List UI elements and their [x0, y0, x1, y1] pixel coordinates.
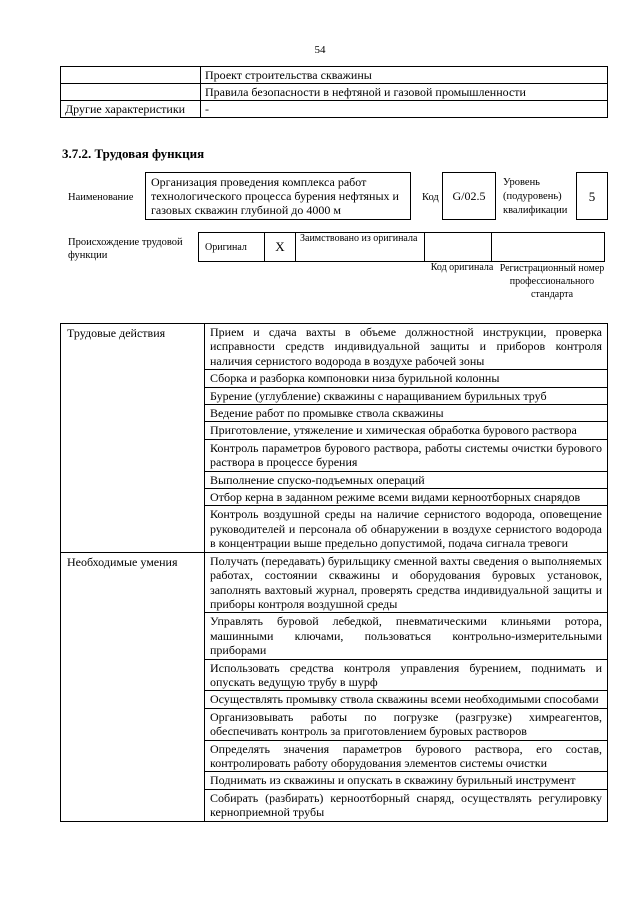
page-number: 54 [314, 44, 326, 56]
table-row [61, 324, 608, 370]
origin-table [198, 232, 605, 262]
row-label [61, 67, 201, 84]
list-item: Приготовление, утяжеление и химическая обработка бурового раствора [205, 422, 608, 439]
list-item: Прием и сдача вахты в объеме должностной инструкции, проверка исправности средств индивидуальной защиты и приборов контроля наличия сернистого водорода в воздухе рабочей зоны [205, 324, 608, 370]
original-code-cell [425, 233, 492, 262]
labor-actions-label: Трудовые действия [61, 324, 205, 553]
code-label: Код [422, 192, 439, 203]
original-code-caption: Код оригинала [430, 262, 494, 273]
labor-function-table [60, 323, 608, 822]
list-item: Собирать (разбирать) керноотборный снаряд, осуществлять регулировку керноприемной трубы [205, 789, 608, 821]
row-label: Другие характеристики [61, 101, 201, 118]
row-label [61, 84, 201, 101]
section-heading: 3.7.2. Трудовая функция [62, 146, 205, 161]
list-item: Осуществлять промывку ствола скважины всеми необходимыми способами [205, 691, 608, 708]
list-item: Поднимать из скважины и опускать в скважину бурильный инструмент [205, 772, 608, 789]
row-value: - [201, 101, 608, 118]
registration-number-cell [492, 233, 605, 262]
original-mark: X [265, 233, 296, 262]
required-skills-label: Необходимые умения [61, 552, 205, 821]
function-code: G/02.5 [442, 172, 496, 220]
qualification-level: 5 [576, 172, 608, 220]
name-label: Наименование [68, 192, 134, 203]
list-item: Контроль воздушной среды на наличие сернистого водорода, оповещение руководителей и персонала об обнаружении в воздухе сернистого водорода в концентрации выше предельно допустимой, подача сигнала тревоги [205, 506, 608, 552]
table-row [61, 67, 608, 84]
table-row [61, 84, 608, 101]
original-label: Оригинал [199, 233, 265, 262]
borrowed-label: Заимствовано из оригинала [296, 233, 425, 262]
list-item: Выполнение спуско-подъемных операций [205, 471, 608, 488]
list-item: Контроль параметров бурового раствора, работы системы очистки бурового раствора в процессе бурения [205, 439, 608, 471]
list-item: Управлять буровой лебедкой, пневматическими клиньями ротора, машинными ключами, пользоваться контрольно-измерительными приборами [205, 613, 608, 659]
function-name: Организация проведения комплекса работ технологического процесса бурения нефтяных и газовых скважин глубиной до 4000 м [145, 172, 411, 220]
table-row [61, 101, 608, 118]
registration-number-caption: Регистрационный номер профессионального стандарта [499, 263, 605, 300]
row-value: Проект строительства скважины [201, 67, 608, 84]
list-item: Использовать средства контроля управления бурением, поднимать и опускать ведущую трубу в шурф [205, 659, 608, 691]
list-item: Ведение работ по промывке ствола скважины [205, 405, 608, 422]
list-item: Определять значения параметров бурового раствора, его состав, контролировать работу оборудования элементов системы очистки [205, 740, 608, 772]
list-item: Организовывать работы по погрузке (разгрузке) химреагентов, обеспечивать контроль за приготовлением буровых растворов [205, 708, 608, 740]
level-label: Уровень (подуровень) квалификации [503, 177, 568, 216]
list-item: Отбор керна в заданном режиме всеми видами керноотборных снарядов [205, 489, 608, 506]
list-item: Сборка и разборка компоновки низа бурильной колонны [205, 370, 608, 387]
list-item: Получать (передавать) бурильщику сменной вахты сведения о выполняемых работах, состоянии скважины и оборудования буровых установок, заполнять вахтовый журнал, проверять средства индивидуальной защиты и приборы контроля воздушной среды [205, 552, 608, 613]
table-row [61, 552, 608, 613]
origin-label: Происхождение трудовой функции [68, 237, 183, 261]
row-value: Правила безопасности в нефтяной и газовой промышленности [201, 84, 608, 101]
requirements-continuation-table [60, 66, 608, 118]
list-item: Бурение (углубление) скважины с наращиванием бурильных труб [205, 387, 608, 404]
